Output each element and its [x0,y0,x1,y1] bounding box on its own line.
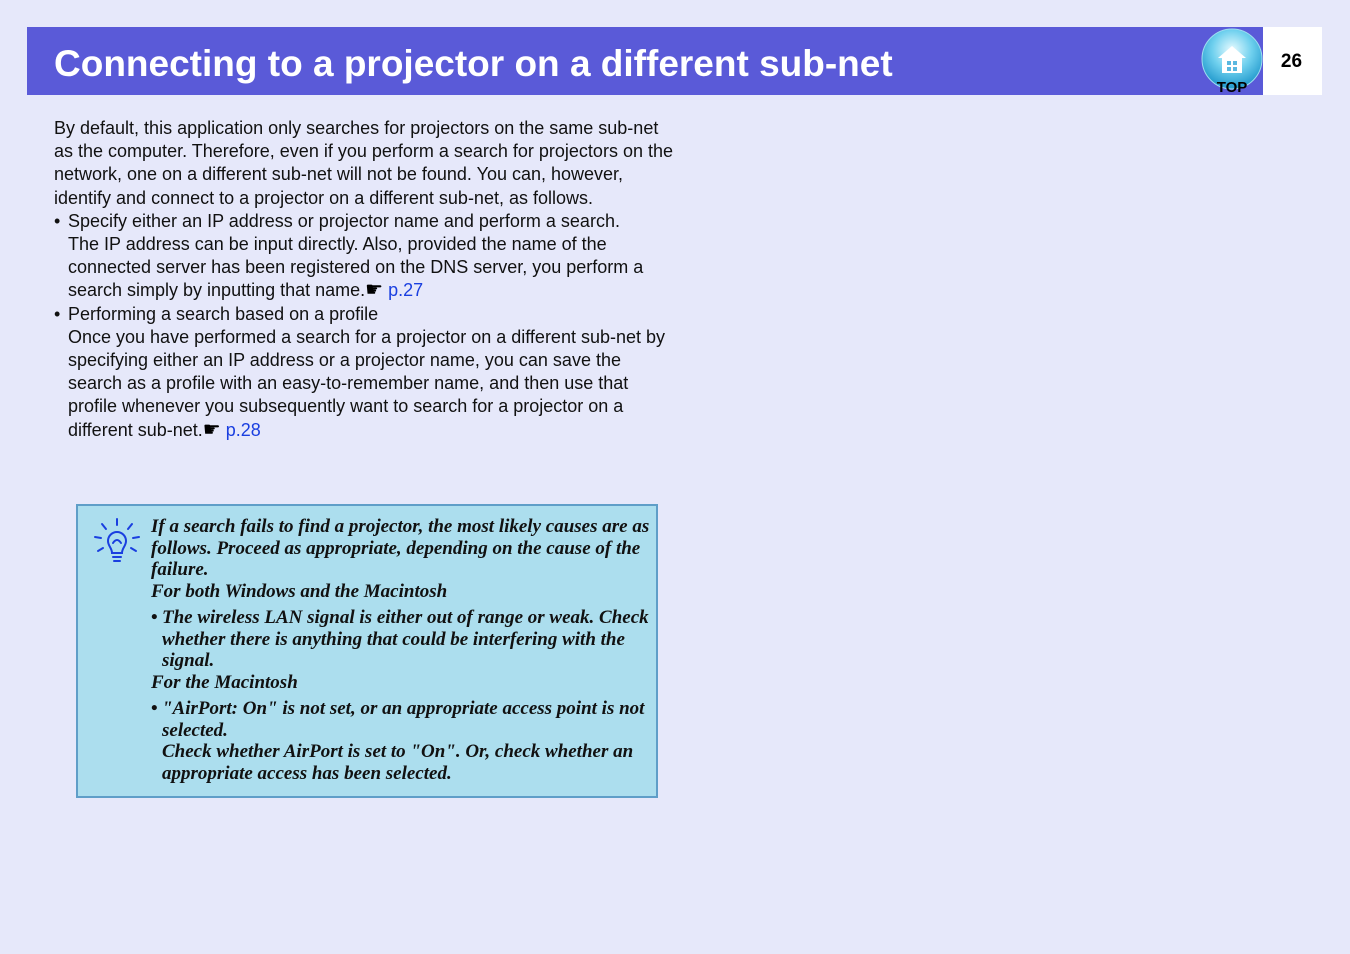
bullet-item-ip-search [54,210,674,303]
bullet-heading: Performing a search based on a profile [68,303,379,324]
tip-note-box [76,504,658,798]
lightbulb-tip-icon [92,517,142,567]
bullet-text: Once you have performed a search for a projector on a different sub-net by specifying either an IP address or a projector name, you can save the search as a profile with an easy-to-remember name, and then use that profile whenever you subsequently want to search for a projector on a different sub-net.☛ p.28 [68,326,666,441]
page-number-box [1263,27,1322,95]
top-label: TOP [1216,79,1248,95]
page-ref-link-27[interactable]: p.27 [388,280,424,301]
page-title: Connecting to a projector on a different sub-net [54,43,893,84]
bullet-heading: Specify either an IP address or projector name and perform a search. [68,210,620,231]
tip-note-text [151,516,651,784]
intro-paragraph: By default, this application only searches for projectors on the same sub-net as the computer. Therefore, even if you perform a search for projectors on the network, one on a different sub-net will not be found. You can, however, identify and connect to a projector on a different sub-net, as follows. [54,118,673,208]
note-section-heading: For the Macintosh [151,671,298,693]
bullet-item-profile-search [54,303,674,442]
bullet-symbol: • [54,210,61,231]
note-intro: If a search fails to find a projector, the most likely causes are as follows. Proceed as appropriate, depending on the cause of the failure. [151,516,650,580]
page-ref-link-28[interactable]: p.28 [225,419,261,440]
note-bullet-item: • "AirPort: On" is not set, or an appropriate access point is not selected. Check whether AirPort is set to "On". Or, check whether an appropriate access has been selected. [151,698,645,784]
bullet-symbol: • [151,698,158,719]
bullet-symbol: • [151,607,158,628]
pointing-hand-icon: ☛ [202,418,221,441]
top-button[interactable] [1201,28,1263,95]
note-section-heading: For both Windows and the Macintosh [151,580,448,602]
bullet-text: The IP address can be input directly. Also, provided the name of the connected server has been registered on the DNS server, you perform a search simply by inputting that name.☛ p.27 [68,234,644,302]
pointing-hand-icon: ☛ [365,279,384,302]
home-icon [1201,28,1263,95]
body-content [54,117,674,442]
page-number: 26 [1280,51,1303,72]
bullet-symbol: • [54,303,61,324]
page-header [27,27,1263,95]
note-bullet-item: • The wireless LAN signal is either out of range or weak. Check whether there is anything that could be interfering with the signal. [151,607,649,671]
